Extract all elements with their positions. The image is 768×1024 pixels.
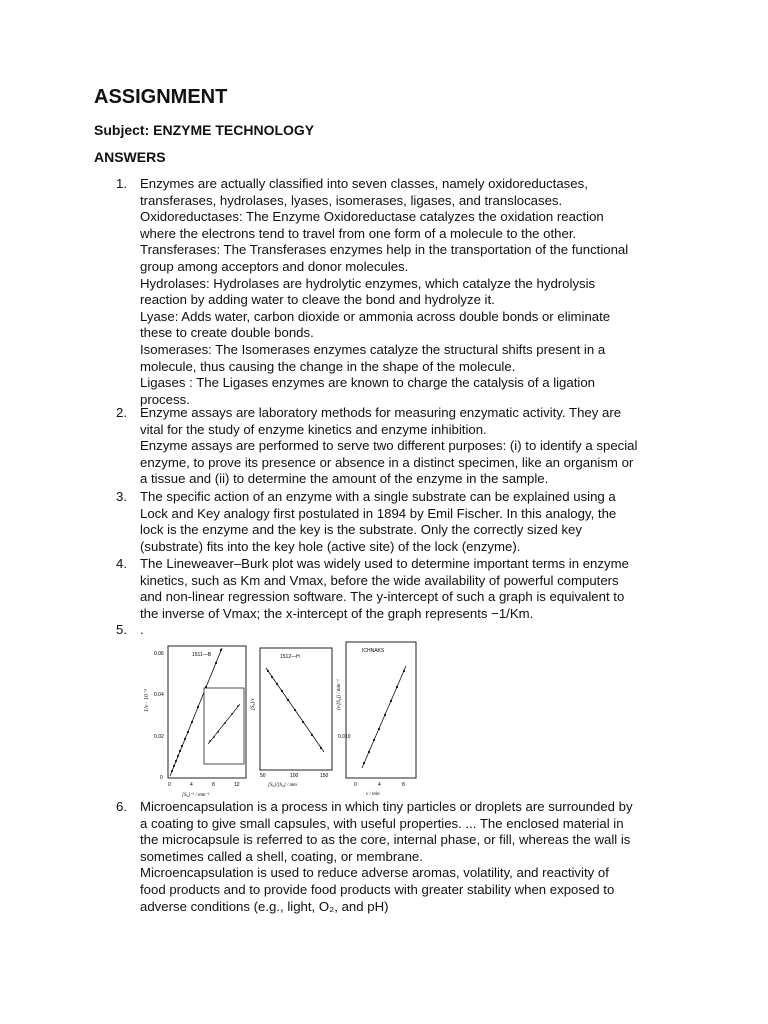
subject-line: Subject: ENZYME TECHNOLOGY [94, 122, 315, 138]
answer-line: Hydrolases: Hydrolases are hydrolytic enzymes, which catalyze the hydrolysis [140, 275, 596, 291]
panel-c-xtick: 0 [354, 782, 357, 788]
answer-line: food products and to provide food products with greater stability when exposed to [140, 882, 615, 897]
panel-c-xtick: 8 [402, 782, 405, 788]
answer-line: lock is the enzyme and the key is the substrate. Only the correctly sized key [140, 522, 582, 538]
answer-number: 2. [116, 405, 127, 420]
panel-b [251, 648, 332, 788]
panel-a-xtick: 8 [212, 782, 215, 788]
panel-b-label: 1512—H [280, 654, 300, 660]
svg-text:v / min: v / min [366, 792, 380, 797]
answer-number: 4. [116, 556, 127, 571]
lineweaver-burk-figures [140, 640, 420, 800]
panel-a-xtick: 12 [234, 782, 240, 788]
answer-line: reaction by adding water to cleave the bond and hydrolyze it. [140, 292, 495, 308]
panel-c [336, 642, 416, 797]
panel-b-xtick: 100 [290, 773, 299, 779]
panel-a-xtick: 4 [190, 782, 193, 788]
answer-line: a tissue and (ii) to determine the amount of the enzyme in the sample. [140, 471, 549, 487]
answer-number: 6. [116, 799, 127, 814]
panel-c-xtick: 4 [378, 782, 381, 788]
answer-line: vital for the study of enzyme kinetics and enzyme inhibition. [140, 421, 487, 437]
answer-line: the inverse of Vmax; the x-intercept of the graph represents −1/Km. [140, 605, 534, 621]
answer-line: Enzyme assays are performed to serve two different purposes: (i) to identify a special [140, 438, 638, 454]
answer-line: Transferases: The Transferases enzymes help in the transportation of the functional [140, 242, 629, 258]
answer-line: and non-linear regression software. The y-intercept of such a graph is equivalent to [140, 589, 625, 605]
panel-c-ytick: 0.010 [338, 734, 351, 740]
panel-a-ytick: 0 [160, 775, 163, 781]
answer-line: Microencapsulation is used to reduce adverse aromas, volatility, and reactivity of [140, 865, 609, 881]
answer-line: Lock and Key analogy first postulated in 1894 by Emil Fischer. In this analogy, the [140, 505, 617, 521]
answer-line: Enzyme assays are laboratory methods for measuring enzymatic activity. They are [140, 405, 622, 420]
answer-line: (substrate) fits into the key hole (active site) of the lock (enzyme). [140, 538, 521, 554]
answer-line: The Lineweaver–Burk plot was widely used to determine important terms in enzyme [140, 556, 629, 571]
answer-line: the microcapsule is referred to as the core, internal phase, or fill, whereas the wall is [140, 832, 631, 848]
answer-line: adverse conditions (e.g., light, O₂, and pH) [140, 898, 389, 914]
panel-b-xtick: 50 [260, 773, 266, 779]
answer-line: Enzymes are actually classified into seven classes, namely oxidoreductases, [140, 176, 588, 191]
svg-text:(v/[S₀]) / min⁻¹: (v/[S₀]) / min⁻¹ [337, 679, 342, 710]
panel-a-ytick: 0.06 [154, 651, 164, 657]
answer-line: where the electrons tend to travel from one form of a molecule to the other. [140, 225, 577, 241]
answer-line: these to create double bonds. [140, 325, 314, 341]
answer-line: process. [140, 391, 190, 407]
svg-text:[S₀]/[S₀] / mm: [S₀]/[S₀] / mm [268, 783, 297, 788]
answer-line: . [140, 622, 144, 637]
answer-line: enzyme, to prove its presence or absence in a distinct specimen, like an organism or [140, 454, 634, 470]
answer-number: 1. [116, 176, 127, 191]
answers-heading: ANSWERS [94, 149, 166, 165]
answer-line: The specific action of an enzyme with a single substrate can be explained using a [140, 489, 616, 504]
answer-line: sometimes called a shell, coating, or membrane. [140, 848, 423, 864]
answer-line: Lyase: Adds water, carbon dioxide or ammonia across double bonds or eliminate [140, 308, 611, 324]
answer-line: Microencapsulation is a process in which tiny particles or droplets are surrounded by [140, 799, 633, 814]
answer-line: Oxidoreductases: The Enzyme Oxidoreductase catalyzes the oxidation reaction [140, 209, 604, 225]
svg-text:[S₀]⁻¹ / mm⁻¹: [S₀]⁻¹ / mm⁻¹ [182, 793, 210, 798]
svg-text:[S₀]/v: [S₀]/v [251, 698, 256, 710]
answer-line: transferases, hydrolases, lyases, isomerases, ligases, and translocases. [140, 192, 563, 208]
answer-line: Ligases : The Ligases enzymes are known to charge the catalysis of a ligation [140, 375, 595, 391]
svg-text:1/v · 10⁻³: 1/v · 10⁻³ [144, 689, 150, 712]
answer-line: group among acceptors and donor molecules. [140, 259, 409, 274]
answer-line: a coating to give small capsules, with useful properties. ... The enclosed material in [140, 815, 624, 831]
panel-a-ytick: 0.02 [154, 734, 164, 740]
panel-b-xtick: 150 [320, 773, 329, 779]
answer-line: Isomerases: The Isomerases enzymes catalyze the structural shifts present in a [140, 342, 606, 357]
answer-line: molecule, thus causing the change in the shape of the molecule. [140, 358, 516, 374]
answer-line: kinetics, such as Km and Vmax, before the wide availability of powerful computers [140, 572, 619, 588]
answer-number: 5. [116, 622, 127, 637]
answer-number: 3. [116, 489, 127, 504]
panel-a-label: 1511—B [192, 652, 212, 658]
document-title: ASSIGNMENT [94, 86, 228, 108]
panel-a-ytick: 0.04 [154, 692, 164, 698]
panel-c-label: ICHNAKS [362, 648, 385, 654]
panel-a [144, 646, 246, 798]
panel-a-xtick: 0 [168, 782, 171, 788]
